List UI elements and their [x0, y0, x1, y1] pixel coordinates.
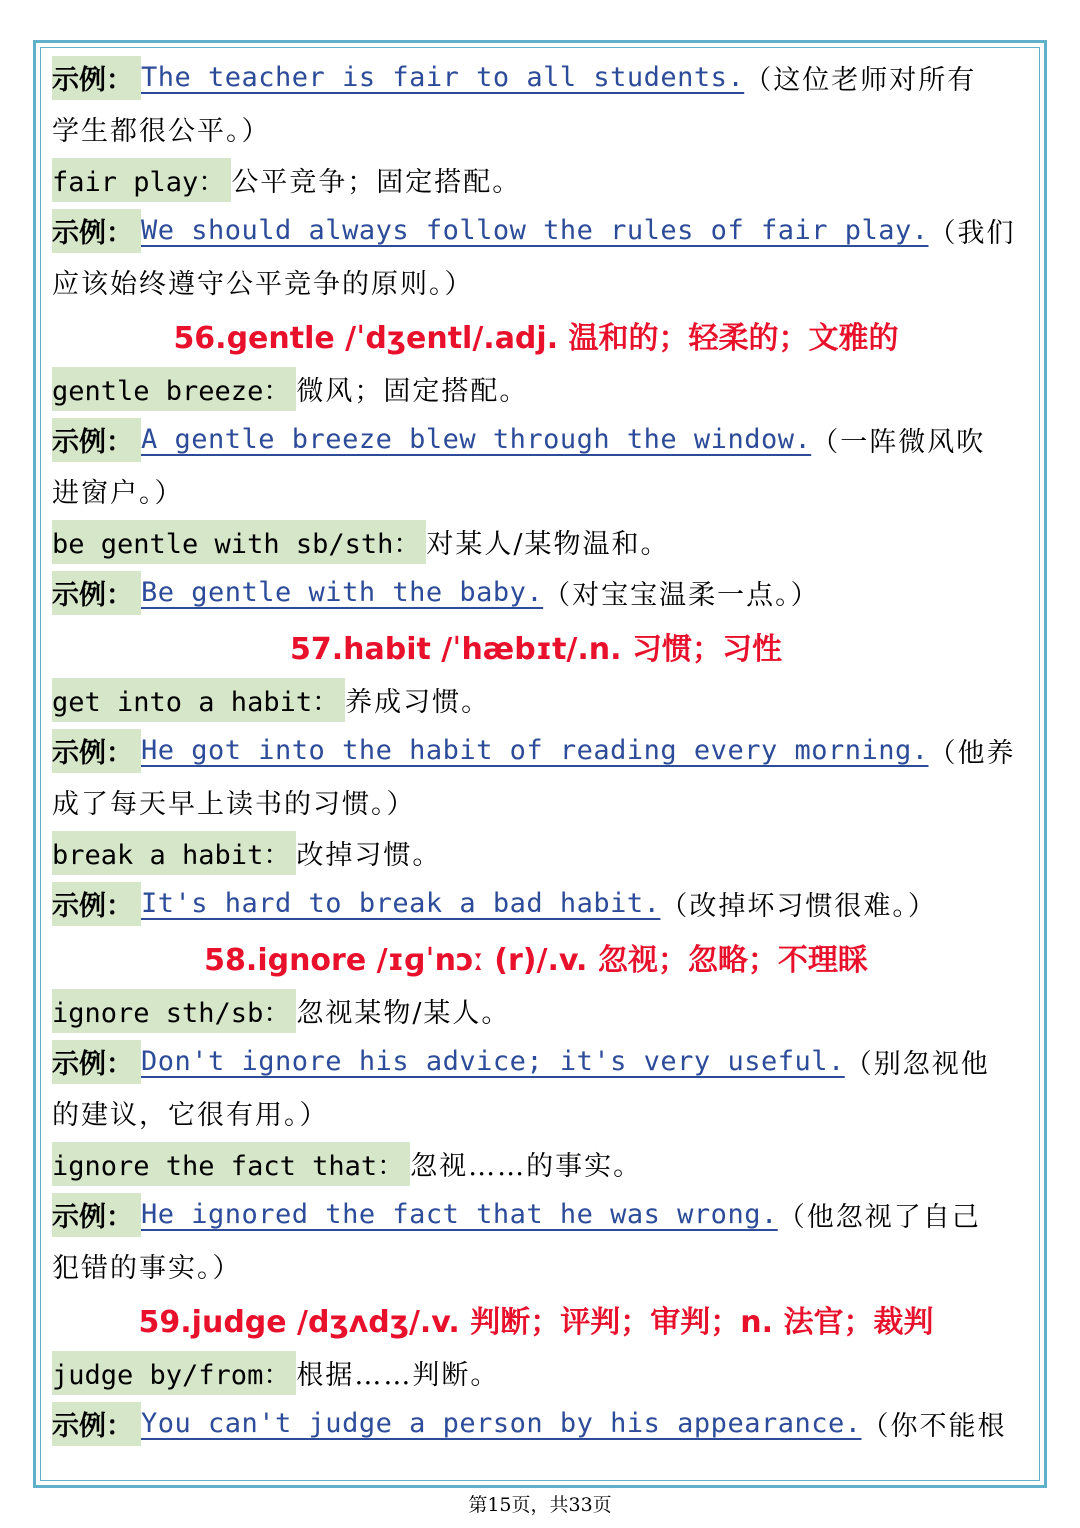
example-line	[52, 205, 1020, 256]
example-line	[52, 1189, 1020, 1240]
continuation-line	[52, 103, 1020, 154]
example-label: 示例：	[52, 1040, 141, 1084]
example-translation: （这位老师对所有	[744, 65, 977, 96]
phrase-definition: 根据……判断。	[296, 1360, 500, 1391]
example-label: 示例：	[52, 1402, 141, 1446]
phrase-term: gentle breeze：	[52, 367, 296, 411]
page-footer: 第15页，共33页	[468, 1494, 612, 1516]
entry-title-text: 57.habit /ˈhæbɪt/.n. 习惯；习性	[290, 632, 782, 667]
example-sentence: It's hard to break a bad habit.	[141, 888, 661, 919]
example-sentence: A gentle breeze blew through the window.	[141, 424, 812, 455]
phrase-line	[52, 674, 1020, 725]
entry-title	[52, 929, 1020, 985]
example-sentence: You can't judge a person by his appearance.	[141, 1408, 862, 1439]
example-translation: （我们	[928, 218, 1016, 249]
example-label: 示例：	[52, 729, 141, 773]
translation-continuation: 学生都很公平。）	[52, 116, 271, 147]
entry-title	[52, 307, 1020, 363]
phrase-term: judge by/from：	[52, 1351, 296, 1395]
phrase-definition: 养成习惯。	[345, 687, 491, 718]
example-label: 示例：	[52, 209, 141, 253]
phrase-term: ignore sth/sb：	[52, 989, 296, 1033]
example-translation: （别忽视他	[844, 1049, 990, 1080]
entry-title	[52, 618, 1020, 674]
phrase-line	[52, 154, 1020, 205]
translation-continuation: 成了每天早上读书的习惯。）	[52, 789, 416, 820]
phrase-definition: 改掉习惯。	[296, 840, 442, 871]
phrase-term: fair play：	[52, 158, 231, 202]
example-translation: （对宝宝温柔一点。）	[543, 580, 820, 611]
translation-continuation: 犯错的事实。）	[52, 1253, 242, 1284]
example-sentence: The teacher is fair to all students.	[141, 62, 745, 93]
entry-title-text: 56.gentle /ˈdʒentl/.adj. 温和的；轻柔的；文雅的	[173, 321, 899, 356]
example-label: 示例：	[52, 571, 141, 615]
example-translation: （他忽视了自己	[777, 1202, 981, 1233]
continuation-line	[52, 776, 1020, 827]
example-label: 示例：	[52, 56, 141, 100]
example-label: 示例：	[52, 882, 141, 926]
example-line	[52, 878, 1020, 929]
example-line	[52, 567, 1020, 618]
continuation-line	[52, 256, 1020, 307]
phrase-definition: 忽视某物/某人。	[296, 998, 511, 1029]
example-sentence: He got into the habit of reading every morning.	[141, 735, 929, 766]
phrase-definition: 微风；固定搭配。	[296, 376, 529, 407]
phrase-term: be gentle with sb/sth：	[52, 520, 426, 564]
example-sentence: Be gentle with the baby.	[141, 577, 544, 608]
example-translation: （你不能根	[861, 1411, 1007, 1442]
continuation-line	[52, 465, 1020, 516]
phrase-line	[52, 363, 1020, 414]
vocab-content	[52, 52, 1020, 1449]
translation-continuation: 应该始终遵守公平竞争的原则。）	[52, 269, 474, 300]
continuation-line	[52, 1087, 1020, 1138]
example-line	[52, 725, 1020, 776]
example-sentence: Don't ignore his advice; it's very useful.	[141, 1046, 845, 1077]
phrase-line	[52, 516, 1020, 567]
entry-title-text: 58.ignore /ɪɡˈnɔː (r)/.v. 忽视；忽略；不理睬	[204, 943, 868, 978]
example-line	[52, 52, 1020, 103]
example-sentence: He ignored the fact that he was wrong.	[141, 1199, 778, 1230]
translation-continuation: 的建议，它很有用。）	[52, 1100, 329, 1131]
phrase-line	[52, 1138, 1020, 1189]
phrase-definition: 对某人/某物温和。	[426, 529, 670, 560]
example-line	[52, 1036, 1020, 1087]
example-translation: （一阵微风吹	[811, 427, 986, 458]
phrase-definition: 公平竞争；固定搭配。	[231, 167, 522, 198]
example-sentence: We should always follow the rules of fair play.	[141, 215, 929, 246]
phrase-term: break a habit：	[52, 831, 296, 875]
example-line	[52, 414, 1020, 465]
entry-title	[52, 1291, 1020, 1347]
example-label: 示例：	[52, 1193, 141, 1237]
entry-title-text: 59.judge /dʒʌdʒ/.v. 判断；评判；审判；n. 法官；裁判	[138, 1305, 934, 1340]
continuation-line	[52, 1240, 1020, 1291]
phrase-definition: 忽视……的事实。	[410, 1151, 643, 1182]
example-line	[52, 1398, 1020, 1449]
example-label: 示例：	[52, 418, 141, 462]
example-translation: （他养	[928, 738, 1016, 769]
phrase-line	[52, 1347, 1020, 1398]
phrase-term: get into a habit：	[52, 678, 345, 722]
example-translation: （改掉坏习惯很难。）	[660, 891, 937, 922]
translation-continuation: 进窗户。）	[52, 478, 184, 509]
phrase-term: ignore the fact that：	[52, 1142, 410, 1186]
phrase-line	[52, 985, 1020, 1036]
phrase-line	[52, 827, 1020, 878]
